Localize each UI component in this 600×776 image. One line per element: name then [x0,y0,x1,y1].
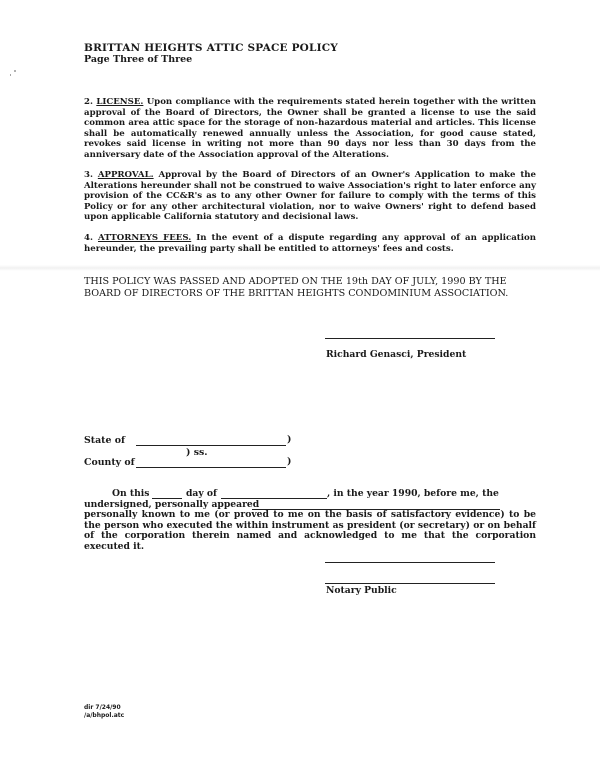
scan-speck [10,74,11,76]
document-title: BRITTAN HEIGHTS ATTIC SPACE POLICY [84,42,338,54]
acknowledgment-body: personally known to me (or proved to me on the basis of satisfactory evidence) to be the person who executed the within instrument as president (or secretary) or on behalf of the corporation therein named and acknowledged to me that the corporation executed it. [84,509,536,552]
year-text: , in the year 1990, before me, the [327,488,499,499]
section-body: Upon compliance with the requirements stated herein together with the written approval of the Board of Directors, the Owner shall be granted a license to use the said common area attic space for the storage of non-hazardous material and articles. This license shall be automatically renewed annually unless the Association, for good cause stated, revokes said license in writing not more than 90 days nor less than 30 days from the anniversary date of the Association approval of the Alterations. [84,97,536,160]
notary-label: Notary Public [326,585,397,596]
section-attorneys-fees [84,233,536,254]
section-body: Approval by the Board of Directors of an Owner's Application to make the Alterations hereunder shall not be construed to waive Association's right to later enforce any provision of the CC&R's as to any other Owner for failure to comply with the terms of this Policy or for any other architectural violation, nor to waive Owners' right to defend based upon applicable California statutory and decisional laws. [84,170,537,223]
adoption-resolution: THIS POLICY WAS PASSED AND ADOPTED ON THE 19th DAY OF JULY, 1990 BY THE BOARD OF DIRECTORS OF THE BRITTAN HEIGHTS CONDOMINIUM ASSOCIATION. [84,276,509,299]
section-license [84,97,536,161]
state-field-line [136,445,286,446]
section-approval [84,170,536,223]
notary-signature-line [325,583,495,584]
section-number: 4. [84,233,93,243]
county-field-line [136,467,286,468]
footer-date-code: dir 7/24/90 [84,704,121,711]
state-label: State of [84,435,126,446]
president-signature-line [325,338,495,339]
day-of-label: day of [186,488,217,499]
notary-seal-line [325,562,495,563]
section-heading: ATTORNEYS FEES. [98,233,192,243]
footer-file-path: /a/bhpol.atc [84,712,125,719]
section-heading: LICENSE. [96,97,144,107]
section-number: 2. [84,97,93,107]
scan-band [0,265,600,271]
ss-label: ) ss. [186,447,208,458]
state-bracket: ) [287,434,292,445]
on-this-label: On this [112,488,150,499]
president-name: Richard Genasci, President [326,349,467,360]
section-heading: APPROVAL. [97,170,154,180]
page-indicator: Page Three of Three [84,54,193,65]
section-body: In the event of a dispute regarding any approval of an application hereunder, the prevailing party shall be entitled to attorneys' fees and costs. [84,233,537,254]
county-bracket: ) [287,456,292,467]
section-number: 3. [84,170,93,180]
undersigned-label: undersigned, personally appeared [84,499,260,510]
scan-speck [14,70,16,72]
county-label: County of [84,457,135,468]
